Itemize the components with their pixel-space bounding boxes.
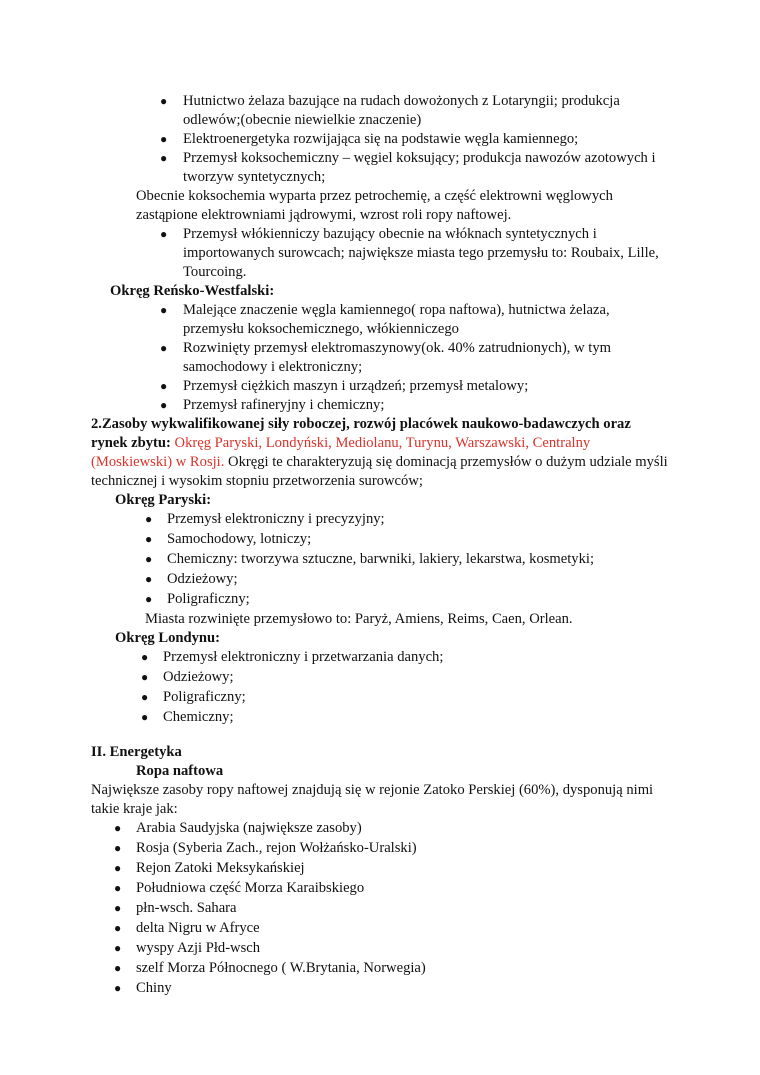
paris-cities: Miasta rozwinięte przemysłowo to: Paryż, Amiens, Reims, Caen, Orlean. <box>145 611 573 627</box>
bullet-dot-icon: ● <box>160 341 168 355</box>
list-item: ● Rozwinięty przemysł elektromaszynowy(ok. 40% zatrudnionych), w tym samochodowy i elektroniczny; <box>160 340 611 375</box>
bullet-dot-icon: ● <box>114 861 122 875</box>
bullet-dot-icon: ● <box>141 710 149 724</box>
bullet-list-renska <box>0 301 760 415</box>
bullet-list-lorraine <box>0 92 760 187</box>
bullet-dot-icon: ● <box>145 512 153 526</box>
list-item: ● płn-wsch. Sahara <box>114 900 237 916</box>
bullet-dot-icon: ● <box>160 94 168 108</box>
list-item: ● Samochodowy, lotniczy; <box>145 531 312 547</box>
list-item: ● Chemiczny: tworzywa sztuczne, barwniki, lakiery, lekarstwa, kosmetyki; <box>145 551 595 567</box>
list-item: ● Chemiczny; <box>141 709 234 725</box>
list-item: ● Chiny <box>114 980 172 996</box>
bullet-dot-icon: ● <box>145 552 153 566</box>
bullet-dot-icon: ● <box>141 690 149 704</box>
list-item: ● Malejące znaczenie węgla kamiennego( ropa naftowa), hutnictwa żelaza, przemysłu koksochemicznego, włókienniczego <box>160 302 610 337</box>
bullet-list-ropa <box>0 819 760 998</box>
bullet-dot-icon: ● <box>145 572 153 586</box>
bullet-dot-icon: ● <box>114 981 122 995</box>
list-item: ● Rejon Zatoki Meksykańskiej <box>114 860 305 876</box>
bullet-dot-icon: ● <box>160 132 168 146</box>
bullet-dot-icon: ● <box>114 961 122 975</box>
regions-highlight: Okręg Paryski, Londyński, Mediolanu, Turynu, Warszawski, Centralny (Moskiewski) w Rosji. <box>91 435 591 470</box>
section-2-intro <box>0 415 760 491</box>
bullet-dot-icon: ● <box>114 901 122 915</box>
heading-ropa-naftowa: Ropa naftowa <box>136 763 224 779</box>
list-item: ● Przemysł rafineryjny i chemiczny; <box>160 397 385 413</box>
bullet-dot-icon: ● <box>160 227 168 241</box>
bullet-dot-icon: ● <box>114 941 122 955</box>
heading-energetyka: II. Energetyka <box>91 744 182 760</box>
bullet-dot-icon: ● <box>114 821 122 835</box>
list-item: ● Odzieżowy; <box>145 571 238 587</box>
list-item: ● Odzieżowy; <box>141 669 234 685</box>
bullet-dot-icon: ● <box>160 379 168 393</box>
heading-renska-westfalski: Okręg Reńsko-Westfalski: <box>110 283 275 299</box>
bullet-dot-icon: ● <box>114 841 122 855</box>
list-item: ● Poligraficzny; <box>141 689 246 705</box>
heading-okreg-paryski: Okręg Paryski: <box>115 492 212 508</box>
bullet-dot-icon: ● <box>160 303 168 317</box>
section-2-description: Okręgi te charakteryzują się dominacją przemysłów o dużym udziale myśli technicznej i wysokim stopniu przetworzenia surowców; <box>91 454 668 489</box>
list-item: ● Elektroenergetyka rozwijająca się na podstawie węgla kamiennego; <box>160 131 579 147</box>
heading-okreg-londynu: Okręg Londynu: <box>115 630 221 646</box>
list-item: ● Arabia Saudyjska (największe zasoby) <box>114 820 362 836</box>
list-item: ● wyspy Azji Płd-wsch <box>114 940 261 956</box>
list-item: ● Hutnictwo żelaza bazujące na rudach dowożonych z Lotaryngii; produkcja odlewów;(obecnie niewielkie znaczenie) <box>160 93 620 128</box>
bullet-list-londyn <box>0 648 760 727</box>
list-item: ● Przemysł elektroniczny i przetwarzania danych; <box>141 649 444 665</box>
section-2-heading: 2.Zasoby wykwalifikowanej siły roboczej, rozwój placówek naukowo-badawczych oraz rynek zbytu: <box>91 416 631 451</box>
list-item: ● Przemysł koksochemiczny – węgiel koksujący; produkcja nawozów azotowych i tworzyw syntetycznych; <box>160 150 656 185</box>
bullet-dot-icon: ● <box>160 151 168 165</box>
bullet-dot-icon: ● <box>141 670 149 684</box>
list-item: ● Rosja (Syberia Zach., rejon Wołżańsko-Uralski) <box>114 840 417 856</box>
list-item: ● Przemysł ciężkich maszyn i urządzeń; przemysł metalowy; <box>160 378 529 394</box>
bullet-dot-icon: ● <box>114 921 122 935</box>
paragraph-koksochemia: Obecnie koksochemia wyparta przez petrochemię, a część elektrowni węglowych zastąpione elektrowniami jądrowymi, wzrost roli ropy naftowej. <box>136 188 613 223</box>
list-item: ● Poligraficzny; <box>145 591 250 607</box>
list-item: ● delta Nigru w Afryce <box>114 920 260 936</box>
list-item: ● szelf Morza Północnego ( W.Brytania, Norwegia) <box>114 960 426 976</box>
ropa-intro: Największe zasoby ropy naftowej znajdują się w rejonie Zatoko Perskiej (60%), dysponują nimi takie kraje jak: <box>91 782 654 817</box>
list-item: ● Przemysł elektroniczny i precyzyjny; <box>145 511 385 527</box>
list-item: ● Przemysł włókienniczy bazujący obecnie na włóknach syntetycznych i importowanych surowcach; największe miasta tego przemysłu to: Roubaix, Lille, Tourcoing. <box>160 226 659 280</box>
bullet-list-textile <box>0 225 760 282</box>
list-item: ● Południowa część Morza Karaibskiego <box>114 880 365 896</box>
industry-section <box>0 92 760 999</box>
bullet-list-paryski <box>0 510 760 609</box>
bullet-dot-icon: ● <box>114 881 122 895</box>
bullet-dot-icon: ● <box>160 398 168 412</box>
bullet-dot-icon: ● <box>145 592 153 606</box>
bullet-dot-icon: ● <box>141 650 149 664</box>
bullet-dot-icon: ● <box>145 532 153 546</box>
